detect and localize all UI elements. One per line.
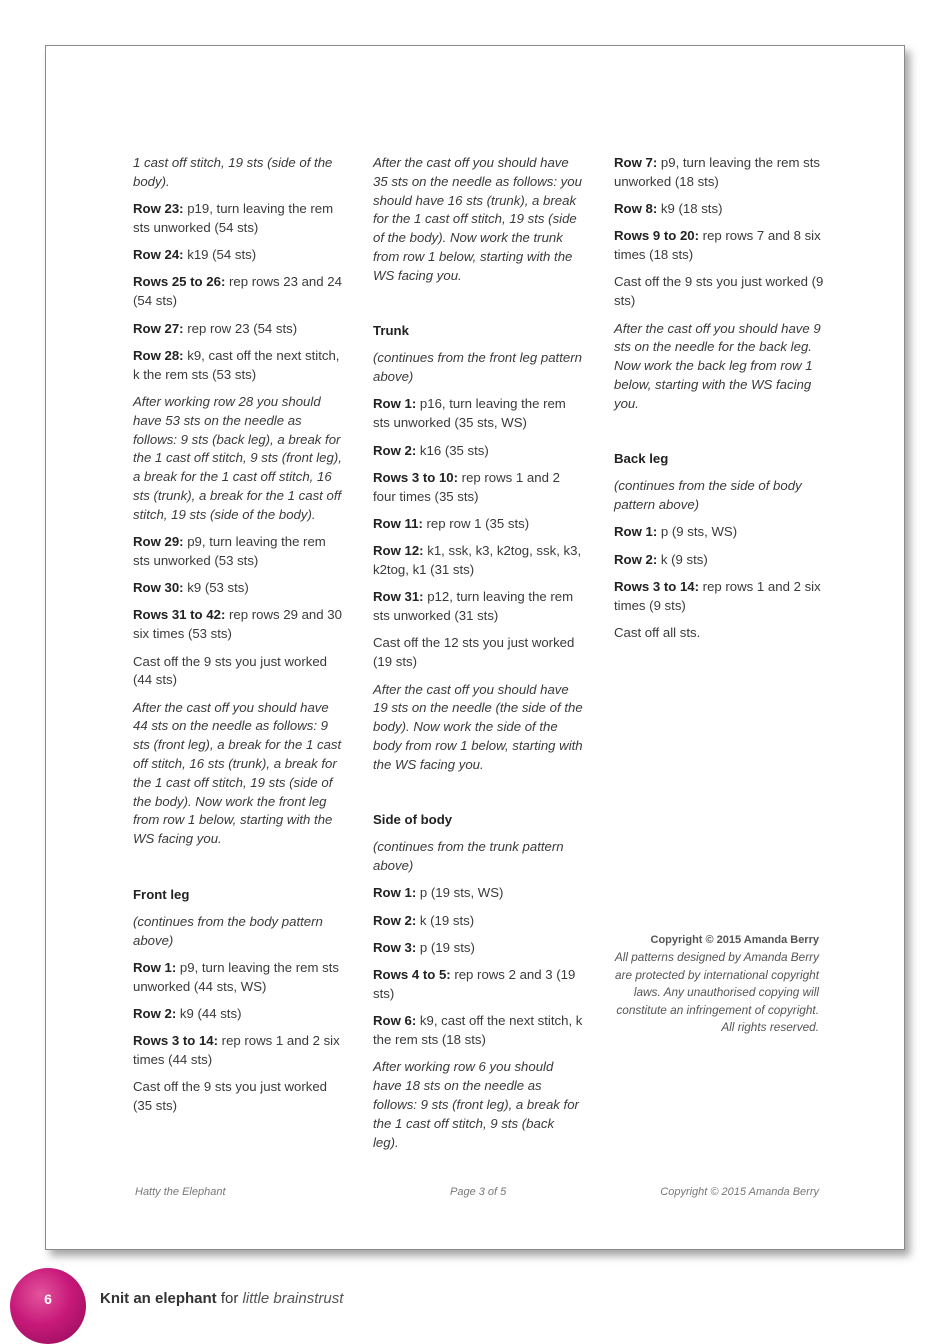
section-heading-front-leg: Front leg (133, 886, 190, 902)
row-label: Row 2: (133, 1005, 177, 1021)
row-text: p9, turn leaving the rem sts unworked (18 sts) (614, 155, 820, 189)
column-2 (373, 154, 583, 1161)
row-text: rep rows 7 and 8 six times (18 sts) (614, 228, 821, 263)
column-1 (133, 154, 343, 1124)
row-label: Row 28: (133, 347, 184, 363)
row-text: rep rows 23 and 24 (54 sts) (133, 274, 342, 309)
footer-page-number: Page 3 of 5 (450, 1186, 507, 1198)
row-label: Row 2: (614, 551, 658, 567)
row-text: p9, turn leaving the rem sts unworked (53 sts) (133, 534, 326, 568)
row-text: rep rows 1 and 2 six times (44 sts) (133, 1033, 340, 1068)
row-text: rep row 1 (35 sts) (422, 515, 530, 531)
row-text: k1, ssk, k3, k2tog, ssk, k3, k2tog, k1 (31 sts) (373, 543, 582, 578)
row-instruction (614, 578, 824, 616)
row-text: p (19 sts) (416, 940, 475, 955)
row-label: Row 2: (373, 912, 417, 928)
brand-title: Knit an elephant (100, 1290, 217, 1307)
row-text: k19 (54 sts) (183, 247, 257, 263)
row-label: Rows 4 to 5: (373, 967, 451, 983)
note: After the cast off you should have 9 sts on the needle for the back leg. Now work the back leg from row 1 below, starting with the WS facing you. (614, 320, 821, 411)
row-label: Rows 3 to 14: (133, 1033, 219, 1049)
note: After the cast off you should have 19 sts on the needle (the side of the body). Now work the side of the body from row 1 below, starting with the WS facing you. (373, 681, 583, 772)
row-label: Rows 25 to 26: (133, 274, 226, 290)
row-label: Row 8: (614, 201, 658, 217)
row-text: k9, cast off the next stitch, k the rem sts (18 sts) (373, 1013, 583, 1048)
row-instruction (373, 542, 583, 580)
row-label: Row 30: (133, 580, 184, 596)
row-label: Row 2: (373, 442, 417, 458)
row-instruction (373, 588, 583, 626)
row-text: rep rows 29 and 30 six times (53 sts) (133, 607, 342, 642)
row-label: Row 1: (373, 885, 417, 901)
copyright-title: Copyright © 2015 Amanda Berry (650, 934, 819, 946)
row-label: Row 11: (373, 515, 423, 531)
section-heading-side-of-body: Side of body (373, 812, 453, 828)
instruction: Cast off all sts. (614, 625, 701, 641)
row-instruction (614, 200, 824, 219)
row-text: p9, turn leaving the rem sts unworked (44 sts, WS) (133, 959, 339, 994)
column-3 (614, 154, 824, 651)
book-brand (100, 1290, 343, 1307)
row-instruction (133, 1005, 343, 1024)
row-text: rep rows 2 and 3 (19 sts) (373, 967, 576, 1002)
row-text: p (19 sts, WS) (416, 885, 504, 901)
section-heading-trunk: Trunk (373, 323, 409, 339)
row-instruction (614, 154, 824, 192)
row-label: Row 24: (133, 247, 184, 263)
copyright-text: All patterns designed by Amanda Berry are protected by international copyright laws. Any unauthorised copying will constitute an infringement of copyright. All rights reserved. (614, 950, 819, 1035)
row-instruction (373, 966, 583, 1004)
instruction: Cast off the 9 sts you just worked (9 sts) (614, 274, 824, 309)
row-instruction (373, 912, 583, 931)
brand-subtitle: little brainstrust (242, 1290, 344, 1307)
copyright-notice (606, 932, 819, 1036)
row-instruction (133, 1032, 343, 1070)
row-instruction (614, 551, 824, 570)
row-instruction (614, 523, 824, 542)
row-text: k9 (53 sts) (183, 580, 249, 596)
row-text: p16, turn leaving the rem sts unworked (35 sts, WS) (373, 396, 566, 431)
row-instruction (373, 939, 583, 958)
pattern-page (45, 45, 905, 1250)
row-instruction (133, 606, 343, 644)
row-instruction (614, 227, 824, 265)
row-instruction (133, 579, 343, 598)
row-label: Row 27: (133, 320, 184, 336)
row-text: k9, cast off the next stitch, k the rem sts (53 sts) (133, 347, 340, 382)
row-instruction (133, 246, 343, 265)
book-page-number: 6 (44, 1291, 52, 1307)
row-text: p12, turn leaving the rem sts unworked (31 sts) (373, 589, 574, 624)
row-instruction (373, 469, 583, 507)
section-note: (continues from the body pattern above) (133, 913, 323, 948)
row-instruction (133, 200, 343, 238)
section-heading-back-leg: Back leg (614, 451, 669, 467)
row-instruction (373, 1012, 583, 1050)
row-label: Rows 9 to 20: (614, 228, 700, 244)
row-label: Row 12: (373, 543, 424, 559)
row-text: k16 (35 sts) (416, 442, 489, 458)
section-note: (continues from the side of body pattern above) (614, 478, 802, 513)
row-label: Row 3: (373, 940, 417, 955)
note: After the cast off you should have 44 sts on the needle as follows: 9 sts (front leg), a break for the 1 cast off stitch, 16 sts (trunk), a break for the 1 cast off stitch, 19 sts (side of the body). Now work the front leg from row 1 below, starting with the WS facing you. (133, 699, 342, 847)
footer-copyright: Copyright © 2015 Amanda Berry (660, 1186, 819, 1198)
row-text: p (9 sts, WS) (657, 524, 738, 540)
row-label: Row 29: (133, 534, 184, 550)
row-label: Row 1: (373, 396, 417, 412)
instruction: Cast off the 9 sts you just worked (44 sts) (133, 653, 328, 688)
row-label: Row 7: (614, 155, 658, 170)
row-instruction (373, 395, 583, 433)
row-text: k (9 sts) (657, 551, 708, 567)
section-note: (continues from the trunk pattern above) (373, 839, 564, 874)
row-text: k9 (44 sts) (176, 1005, 242, 1021)
row-label: Row 1: (133, 959, 177, 975)
section-note: (continues from the front leg pattern above) (373, 350, 582, 385)
row-text: rep rows 1 and 2 four times (35 sts) (373, 469, 560, 504)
row-instruction (133, 347, 343, 385)
instruction: Cast off the 9 sts you just worked (35 sts) (133, 1079, 328, 1114)
row-instruction (373, 442, 583, 461)
row-text: rep row 23 (54 sts) (183, 320, 298, 336)
footer-title: Hatty the Elephant (135, 1186, 226, 1198)
row-text: rep rows 1 and 2 six times (9 sts) (614, 579, 821, 613)
row-instruction (133, 533, 343, 571)
row-text: k9 (18 sts) (657, 201, 723, 217)
note: After working row 28 you should have 53 sts on the needle as follows: 9 sts (back leg), a break for the 1 cast off stitch, 9 sts (front leg), a break for the 1 cast off stitch, 16 sts (trunk), a break for the 1 cast off stitch, 19 sts (side of the body). (133, 393, 342, 522)
row-label: Row 23: (133, 201, 184, 217)
brand-connector: for (216, 1290, 243, 1307)
note: After the cast off you should have 35 sts on the needle as follows: you should have 16 sts (trunk), a break for the 1 cast off stitch, 19 sts (side of the body). Now work the trunk from row 1 below, starting with the WS facing you. (373, 155, 582, 283)
row-label: Rows 31 to 42: (133, 607, 226, 623)
row-instruction (133, 959, 343, 997)
row-label: Row 6: (373, 1013, 417, 1029)
row-instruction (373, 884, 583, 903)
row-text: k (19 sts) (416, 912, 475, 928)
note: 1 cast off stitch, 19 sts (side of the body). (133, 155, 333, 189)
note: After working row 6 you should have 18 sts on the needle as follows: 9 sts (front leg), a break for the 1 cast off stitch, 9 sts (back leg). (373, 1059, 579, 1150)
row-label: Rows 3 to 10: (373, 469, 459, 485)
instruction: Cast off the 12 sts you just worked (19 sts) (373, 635, 575, 670)
row-label: Row 31: (373, 589, 424, 605)
row-instruction (373, 515, 583, 534)
row-label: Row 1: (614, 524, 658, 540)
row-text: p19, turn leaving the rem sts unworked (54 sts) (133, 201, 334, 235)
row-instruction (133, 273, 343, 311)
row-instruction (133, 320, 343, 339)
row-label: Rows 3 to 14: (614, 579, 700, 595)
